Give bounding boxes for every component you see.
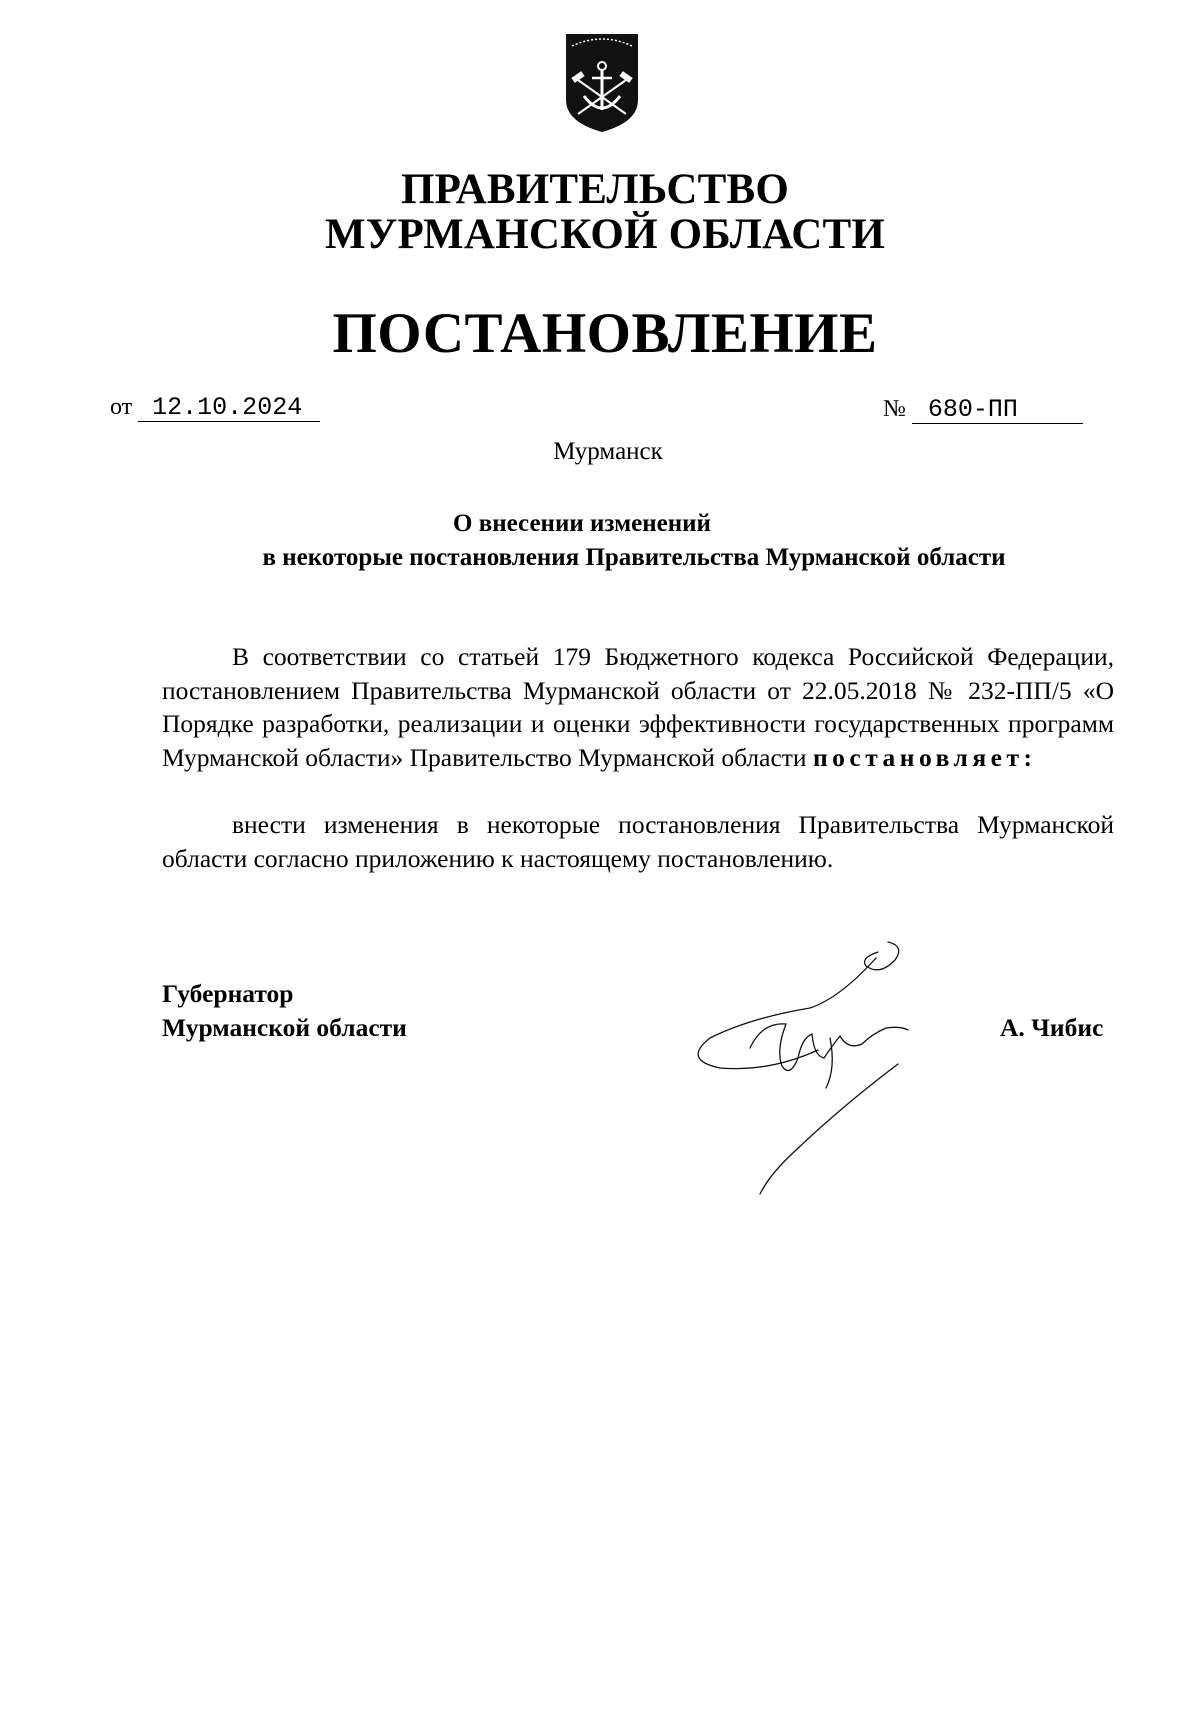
government-title-line1: ПРАВИТЕЛЬСТВО (400, 166, 790, 213)
body-paragraph-1-text: В соответствии со статьей 179 Бюджетного кодекса Российской Федерации, постановлением Правительства Мурманской области от 22.05.2018 № 232-ПП/5 «О Порядке разработки, реализации и оценки эффективности государственных программ Мурманской области» Правительство Мурманской области (162, 642, 1114, 772)
city-name: Мурманск (553, 438, 663, 465)
number-sign: № (883, 396, 906, 422)
document-type-title: ПОСТАНОВЛЕНИЕ (332, 302, 878, 365)
signatory-role-line1: Губернатор (162, 979, 294, 1008)
signatory-role-line2: Мурманской области (162, 1013, 407, 1042)
signatory-role (162, 977, 407, 1045)
document-date: 12.10.2024 (138, 395, 320, 422)
date-line (110, 392, 320, 422)
government-title-line2: МУРМАНСКОЙ ОБЛАСТИ (324, 211, 886, 258)
resolves-keyword: постановляет: (812, 742, 1037, 772)
signatory-name: А. Чибис (1000, 1013, 1104, 1042)
document-number: 680-ПП (912, 397, 1083, 424)
handwritten-signature-icon (690, 938, 920, 1198)
subject-line2: в некоторые постановления Правительства Мурманской области (262, 544, 1006, 571)
number-line (883, 394, 1083, 424)
body-paragraph-1 (162, 640, 1114, 774)
date-prefix: от (110, 394, 133, 420)
subject-line1: О внесении изменений (453, 510, 711, 537)
body-paragraph-2: внести изменения в некоторые постановления Правительства Мурманской области согласно приложению к настоящему постановлению. (162, 810, 1114, 873)
coat-of-arms-icon (562, 30, 642, 134)
